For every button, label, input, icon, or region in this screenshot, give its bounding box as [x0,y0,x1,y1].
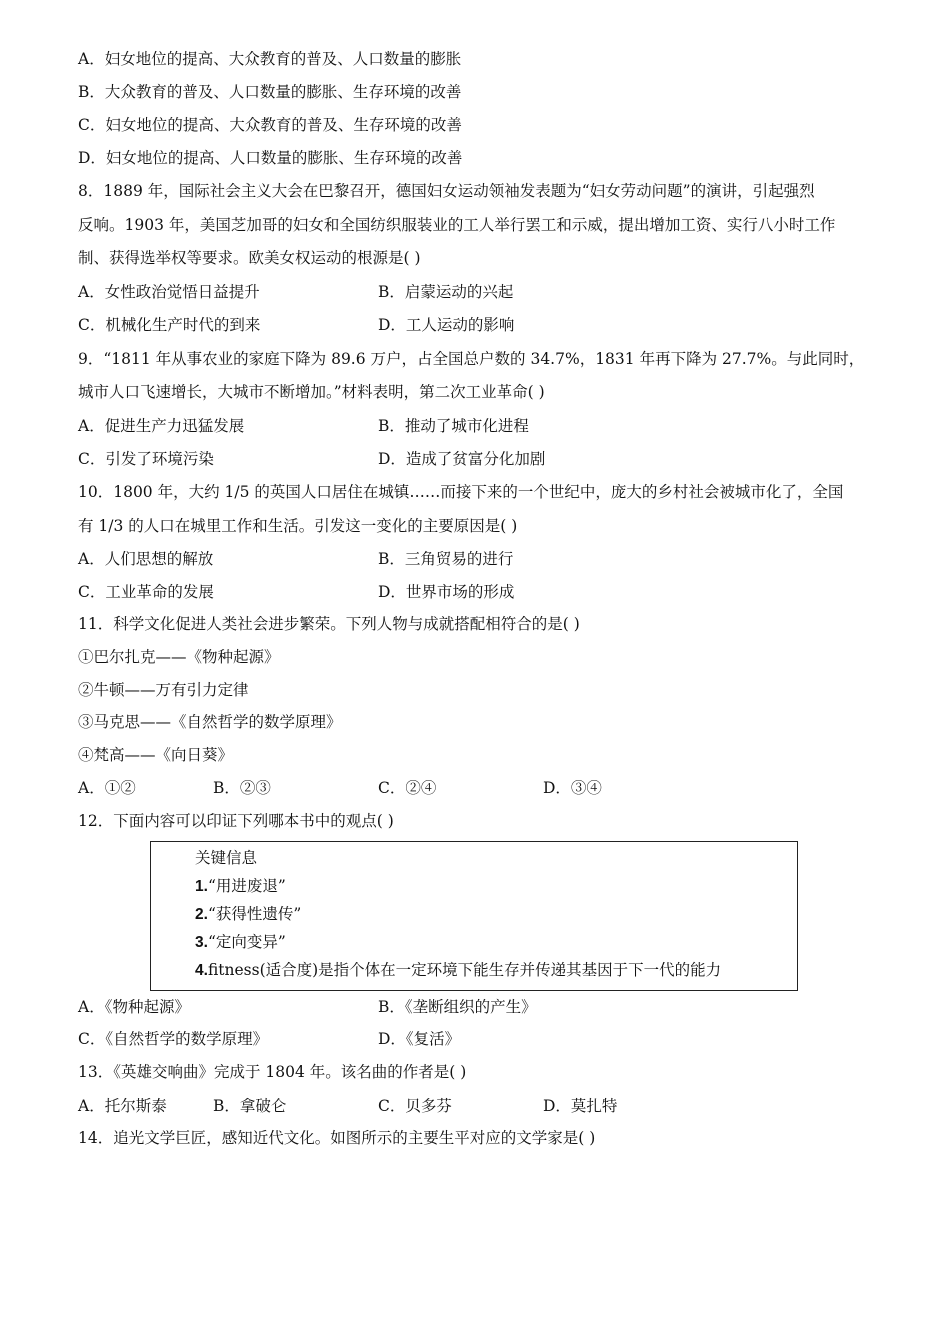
q9-stem-line1: 9．“1811 年从事农业的家庭下降为 89.6 万户，占全国总户数的 34.7%，1831 年再下降为 27.7%。与此同时， [78,350,865,368]
q11-item-4: ④梵高——《向日葵》 [78,746,234,764]
q11-item-1: ①巴尔扎克——《物种起源》 [78,648,280,666]
q10-stem-line2: 有 1/3 的人口在城里工作和生活。引发这一变化的主要原因是( ) [78,517,518,535]
q12-option-d: D．《复活》 [378,1030,461,1048]
q8-option-a: A．女性政治觉悟日益提升 [78,283,260,301]
q12-box-item-4 [195,960,721,981]
q8-stem-line2: 反响。1903 年，美国芝加哥的妇女和全国纺织服装业的工人举行罢工和示威，提出增加工资、实行八小时工作 [78,216,836,234]
q13-option-a: A．托尔斯泰 [78,1097,167,1115]
q10-options-row1 [78,549,878,569]
q10-option-b: B．三角贸易的进行 [378,550,514,568]
q9-options-row1 [78,416,878,436]
q12-box-item-1-text: “用进废退” [207,877,286,895]
q8-option-d: D．工人运动的影响 [378,316,515,334]
q12-options-row2 [78,1029,878,1049]
q11-option-b: B．②③ [213,779,271,797]
q12-box-item-1-num: 1. [195,878,208,895]
q8-stem-line1: 8．1889 年，国际社会主义大会在巴黎召开，德国妇女运动领袖发表题为“妇女劳动问题”的演讲，引起强烈 [78,182,815,200]
q10-options-row2 [78,582,878,602]
q10-stem-line1: 10．1800 年，大约 1/5 的英国人口居住在城镇……而接下来的一个世纪中，庞大的乡村社会被城市化了，全国 [78,483,844,501]
q14-stem: 14．追光文学巨匠，感知近代文化。如图所示的主要生平对应的文学家是( ) [78,1129,596,1147]
q11-item-2: ②牛顿——万有引力定律 [78,681,249,699]
q10-option-c: C．工业革命的发展 [78,583,214,601]
q8-option-c: C．机械化生产时代的到来 [78,316,261,334]
q9-stem-line2: 城市人口飞速增长，大城市不断增加。”材料表明，第二次工业革命( ) [78,383,545,401]
q12-option-a: A．《物种起源》 [78,998,190,1016]
q7-option-a: A．妇女地位的提高、大众教育的普及、人口数量的膨胀 [78,50,462,68]
q12-box-item-1 [195,876,286,897]
q12-box-item-3-num: 3. [195,934,208,951]
q9-option-a: A．促进生产力迅猛发展 [78,417,245,435]
q8-options-row2 [78,315,878,335]
q12-option-b: B．《垄断组织的产生》 [378,998,537,1016]
q7-option-b: B．大众教育的普及、人口数量的膨胀、生存环境的改善 [78,83,462,101]
q13-option-d: D．莫扎特 [543,1097,618,1115]
q8-stem-line3: 制、获得选举权等要求。欧美女权运动的根源是( ) [78,249,421,267]
q11-item-3: ③马克思——《自然哲学的数学原理》 [78,713,342,731]
q7-option-c: C．妇女地位的提高、大众教育的普及、生存环境的改善 [78,116,462,134]
q11-option-d: D．③④ [543,779,602,797]
q12-box-item-3-text: “定向变异” [207,933,286,951]
q12-box-title: 关键信息 [195,849,258,867]
q13-option-c: C．贝多芬 [378,1097,452,1115]
q12-key-info-box [150,841,798,991]
q9-option-b: B．推动了城市化进程 [378,417,529,435]
q12-box-item-3 [195,932,286,953]
q11-option-a: A．①② [78,779,136,797]
q12-box-item-4-text: fitness(适合度)是指个体在一定环境下能生存并传递其基因于下一代的能力 [207,961,722,979]
q9-option-d: D．造成了贫富分化加剧 [378,450,546,468]
q7-option-d: D．妇女地位的提高、人口数量的膨胀、生存环境的改善 [78,149,463,167]
q13-option-b: B．拿破仑 [213,1097,287,1115]
q8-options-row1 [78,282,878,302]
q12-box-item-2-text: “获得性遗传” [207,905,302,923]
q13-stem: 13．《英雄交响曲》完成于 1804 年。该名曲的作者是( ) [78,1063,467,1081]
q10-option-a: A．人们思想的解放 [78,550,214,568]
q9-option-c: C．引发了环境污染 [78,450,214,468]
q10-option-d: D．世界市场的形成 [378,583,515,601]
q12-options-row1 [78,997,878,1017]
q11-option-c: C．②④ [378,779,437,797]
q8-option-b: B．启蒙运动的兴起 [378,283,514,301]
q11-stem: 11．科学文化促进人类社会进步繁荣。下列人物与成就搭配相符合的是( ) [78,615,580,633]
q12-option-c: C．《自然哲学的数学原理》 [78,1030,269,1048]
q12-box-item-2 [195,904,301,925]
q12-box-item-2-num: 2. [195,906,208,923]
q12-box-item-4-num: 4. [195,962,208,979]
q9-options-row2 [78,449,878,469]
q12-stem: 12．下面内容可以印证下列哪本书中的观点( ) [78,812,394,830]
